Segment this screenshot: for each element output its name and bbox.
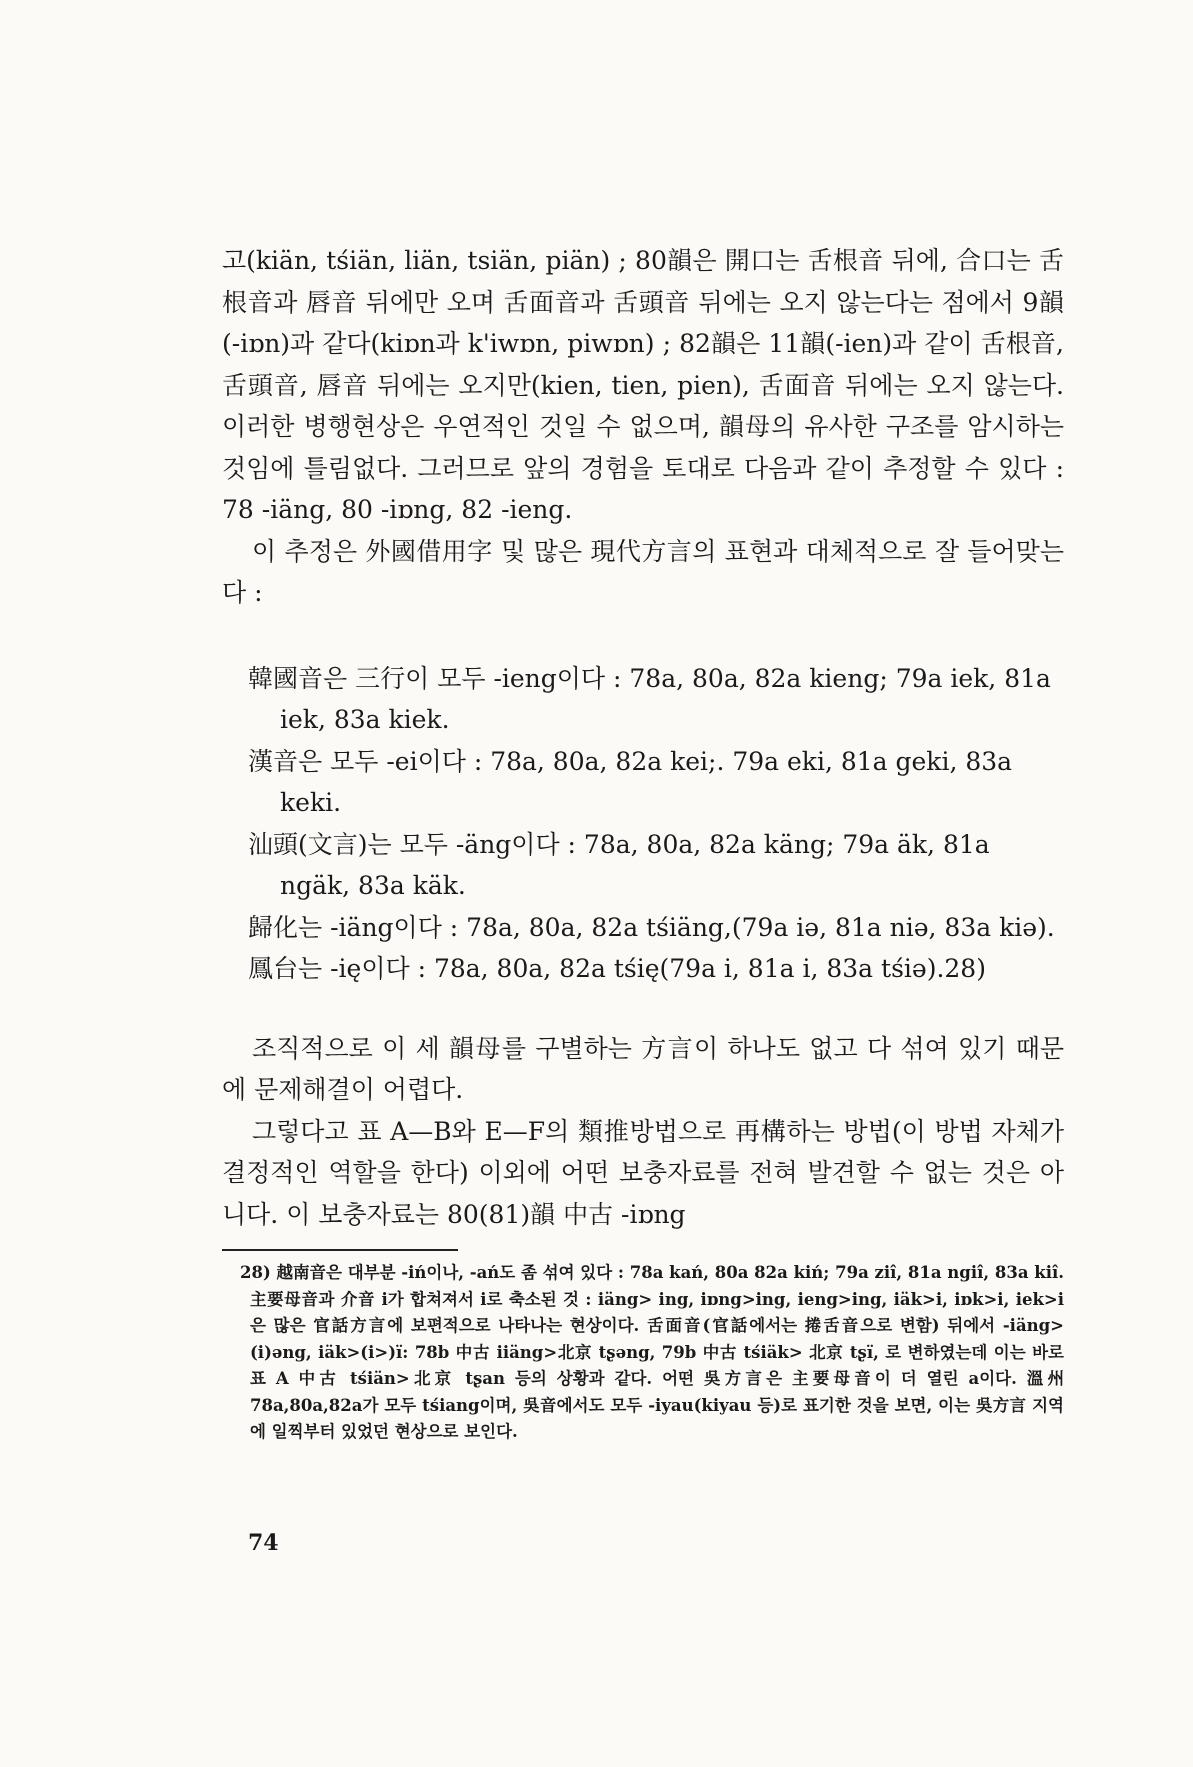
paragraph: 이 추정은 外國借用字 및 많은 現代方言의 표현과 대체적으로 잘 들어맞는다 :	[222, 536, 1064, 607]
footnote-number: 28)	[240, 1263, 271, 1282]
paragraph: 고(kiän, tśiän, liän, tsiän, piän) ; 80韻은 開口는 舌根音 뒤에, 合口는 舌根音과 唇音 뒤에만 오며 舌面音과 舌頭音 뒤에는 오지 않는다는 점에서 9韻(-iɒn)과 같다(kiɒn과 k'iwɒn, piwɒn) ; 82韻은 11韻(-ien)과 같이 舌根音, 舌頭音, 唇音 뒤에는 오지만(kien, tien, pien), 舌面音 뒤에는 오지 않는다. 이러한 병행현상은 우연적인 것일 수 없으며, 韻母의 유사한 구조를 암시하는 것임에 틀림없다. 그러므로 앞의 경험을 토대로 다음과 같이 추정할 수 있다 : 78 -iäng, 80 -iɒng, 82 -ieng.	[222, 246, 1064, 524]
dialect-item: 韓國音은 三行이 모두 -ieng이다 : 78a, 80a, 82a kieng; 79a iek, 81a iek, 83a kiek.	[248, 663, 1051, 734]
footnote-rule	[222, 1249, 458, 1251]
paragraph: 조직적으로 이 세 韻母를 구별하는 方言이 하나도 없고 다 섞여 있기 때문에 문제해결이 어렵다.	[222, 1033, 1064, 1104]
footnote-text: 越南音은 대부분 -iń이나, -ań도 좀 섞여 있다 : 78a kań, 80a 82a kiń; 79a ziî, 81a ngiî, 83a kiî. 主要母音과 介音 i가 합쳐져서 i로 축소된 것 : iäng> ing, iɒng>ing, ieng>ing, iäk>i, iɒk>i, iek>i은 많은 官話方言에 보편적으로 나타나는 현상이다. 舌面音(官話에서는 捲舌音으로 변함) 뒤에서 -iäng> (i)əng, iäk>(i>)ï: 78b 中古 iiäng>北京 tʂəng, 79b 中古 tśiäk> 北京 tʂï, 로 변하였는데 이는 바로 표 A 中古 tśiän>北京 tʂan 등의 상황과 같다. 어떤 吳方言은 主要母音이 더 열린 a이다. 溫州 78a,80a,82a가 모두 tśiang이며, 吳音에서도 모두 -iyau(kiyau 등)로 표기한 것을 보면, 이는 吳方言 지역에 일찍부터 있었던 현상으로 보인다.	[250, 1263, 1064, 1441]
dialect-list	[222, 658, 1064, 990]
dialect-item: 汕頭(文言)는 모두 -äng이다 : 78a, 80a, 82a käng; 79a äk, 81a ngäk, 83a käk.	[248, 829, 990, 900]
dialect-item: 歸化는 -iäng이다 : 78a, 80a, 82a tśiäng,(79a iə, 81a niə, 83a kiə).	[248, 912, 1055, 942]
page-number: 74	[248, 1530, 279, 1556]
dialect-item: 鳳台는 -ię이다 : 78a, 80a, 82a tśię(79a i, 81a i, 83a tśiə).28)	[248, 954, 986, 983]
main-text	[222, 240, 1064, 1235]
dialect-item: 漢音은 모두 -ei이다 : 78a, 80a, 82a kei;. 79a eki, 81a geki, 83a keki.	[248, 746, 1013, 817]
footnote	[240, 1260, 1064, 1446]
paragraph: 그렇다고 표 A—B와 E—F의 類推방법으로 再構하는 방법(이 방법 자체가 결정적인 역할을 한다) 이외에 어떤 보충자료를 전혀 발견할 수 없는 것은 아니다. 이 보충자료는 80(81)韻 中古 -iɒng	[222, 1116, 1064, 1229]
